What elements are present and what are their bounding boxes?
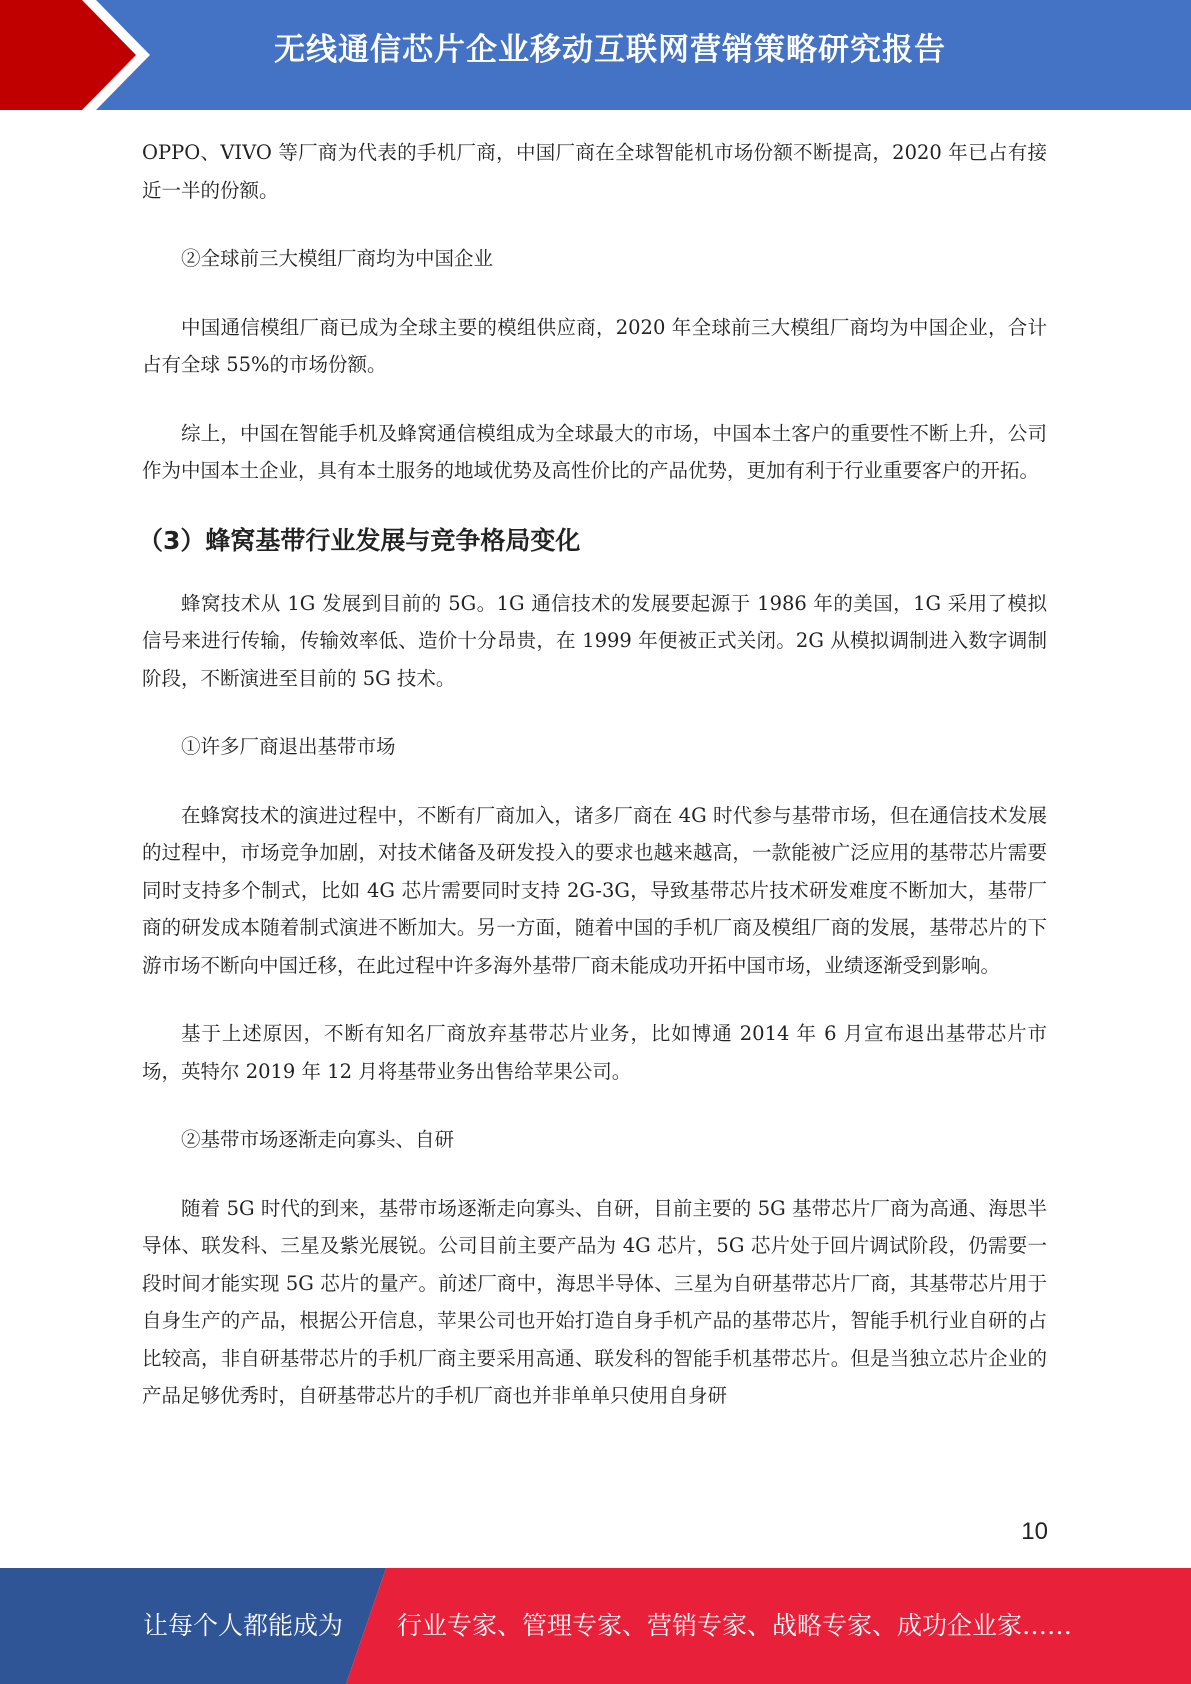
subsection-title: ①许多厂商退出基带市场 bbox=[181, 735, 396, 758]
paragraph: 蜂窝技术从 1G 发展到目前的 5G。1G 通信技术的发展要起源于 1986 年的美国，1G 采用了模拟信号来进行传输，传输效率低、造价十分昂贵，在 1999 年便被正式关闭。2G 从模拟调制进入数字调制阶段，不断演进至目前的 5G 技术。 bbox=[142, 591, 1047, 690]
subsection-title: ②全球前三大模组厂商均为中国企业 bbox=[181, 247, 494, 270]
footer-slogan-right: 行业专家、管理专家、营销专家、战略专家、成功企业家…… bbox=[397, 1611, 1073, 1640]
page-number: 10 bbox=[1021, 1518, 1048, 1545]
document-body bbox=[138, 134, 1047, 1446]
paragraph: 基于上述原因，不断有知名厂商放弃基带芯片业务，比如博通 2014 年 6 月宣布退出基带芯片市场，英特尔 2019 年 12 月将基带业务出售给苹果公司。 bbox=[142, 1022, 1047, 1083]
footer-slogan-left: 让每个人都能成为 bbox=[143, 1611, 344, 1640]
paragraph: 随着 5G 时代的到来，基带市场逐渐走向寡头、自研，目前主要的 5G 基带芯片厂商为高通、海思半导体、联发科、三星及紫光展锐。公司目前主要产品为 4G 芯片，5G 芯片处于回片调试阶段，仍需要一段时间才能实现 5G 芯片的量产。前述厂商中，海思半导体、三星为自研基带芯片厂商，其基带芯片用于自身生产的产品，根据公开信息，苹果公司也开始打造自身手机产品的基带芯片，智能手机行业自研的占比较高，非自研基带芯片的手机厂商主要采用高通、联发科的智能手机基带芯片。但是当独立芯片企业的产品足够优秀时，自研基带芯片的手机厂商也并非单单只使用自身研 bbox=[142, 1196, 1047, 1407]
paragraph: OPPO、VIVO 等厂商为代表的手机厂商，中国厂商在全球智能机市场份额不断提高，2020 年已占有接近一半的份额。 bbox=[142, 141, 1047, 202]
page-header bbox=[0, 0, 1191, 110]
report-title: 无线通信芯片企业移动互联网营销策略研究报告 bbox=[274, 32, 946, 68]
page-footer bbox=[0, 1568, 1191, 1684]
subsection-title: ②基带市场逐渐走向寡头、自研 bbox=[181, 1128, 455, 1151]
paragraph: 在蜂窝技术的演进过程中，不断有厂商加入，诸多厂商在 4G 时代参与基带市场，但在通信技术发展的过程中，市场竞争加剧，对技术储备及研发投入的要求也越来越高，一款能被广泛应用的基带芯片需要同时支持多个制式，比如 4G 芯片需要同时支持 2G-3G，导致基带芯片技术研发难度不断加大，基带厂商的研发成本随着制式演进不断加大。另一方面，随着中国的手机厂商及模组厂商的发展，基带芯片的下游市场不断向中国迁移，在此过程中许多海外基带厂商未能成功开拓中国市场，业绩逐渐受到影响。 bbox=[142, 803, 1047, 977]
section-heading: （3）蜂窝基带行业发展与竞争格局变化 bbox=[138, 525, 581, 555]
paragraph: 中国通信模组厂商已成为全球主要的模组供应商，2020 年全球前三大模组厂商均为中国企业，合计占有全球 55%的市场份额。 bbox=[142, 315, 1047, 376]
paragraph: 综上，中国在智能手机及蜂窝通信模组成为全球最大的市场，中国本土客户的重要性不断上升，公司作为中国本土企业，具有本土服务的地域优势及高性价比的产品优势，更加有利于行业重要客户的开拓。 bbox=[142, 421, 1047, 482]
